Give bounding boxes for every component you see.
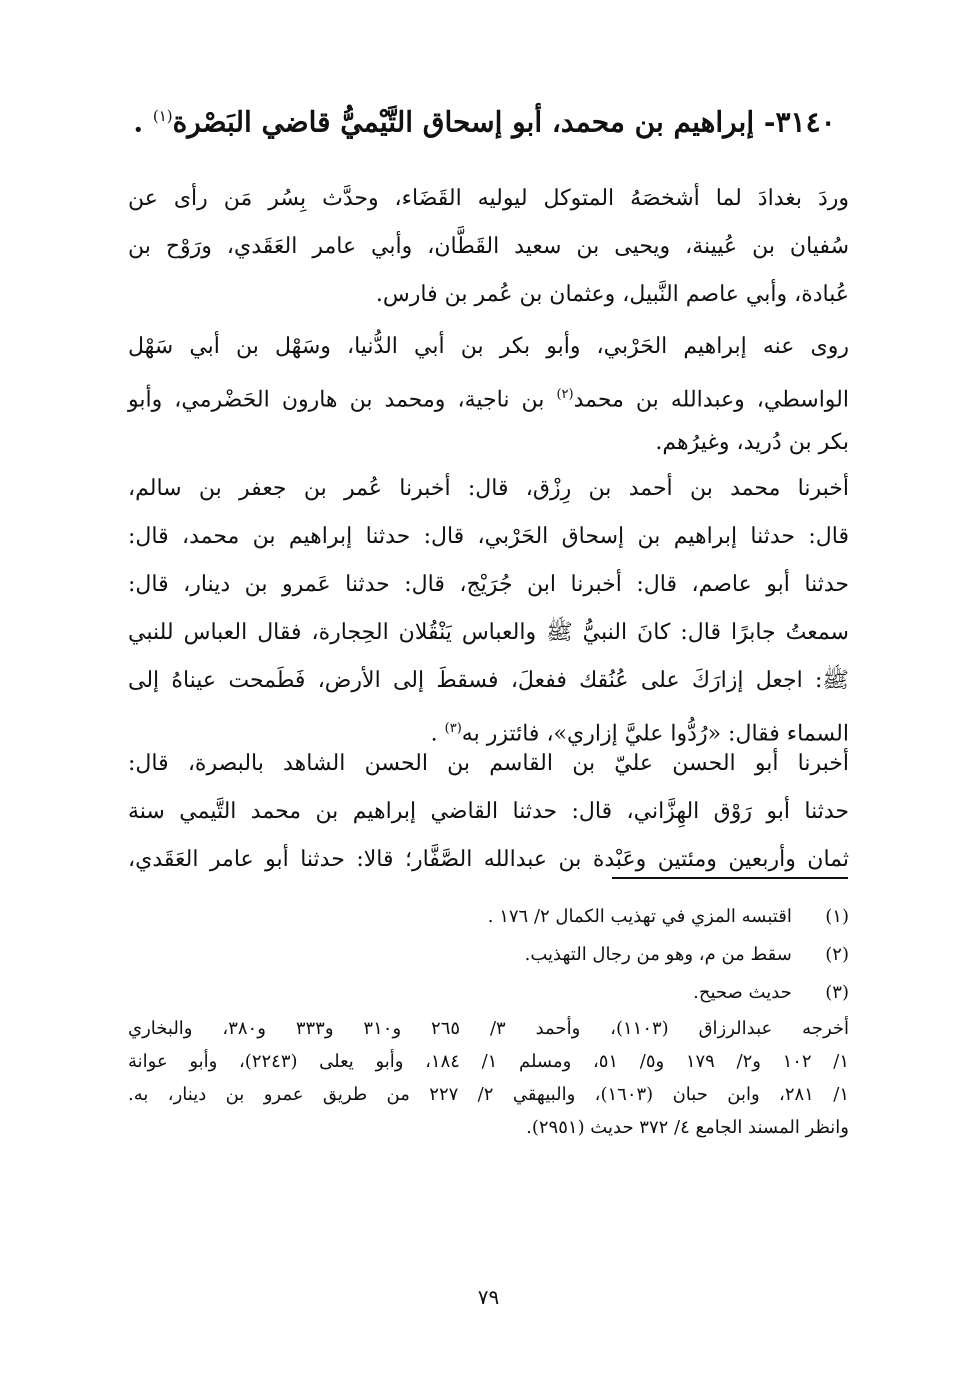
paragraph-isnad <box>128 740 849 884</box>
text-line: سُفيان بن عُيينة، ويحيى بن سعيد القَطَّان، وأبي عامر العَقَدي، ورَوْح بن <box>128 234 849 259</box>
footnote-separator <box>612 877 848 879</box>
footnote-line: أخرجه عبدالرزاق (١١٠٣)، وأحمد ٣/ ٢٦٥ و٣١٠ و٣٣٣ و٣٨٠، والبخاري <box>128 1018 849 1039</box>
footnote-line: ١/ ١٠٢ و٢/ ١٧٩ و٥/ ٥١، ومسلم ١/ ١٨٤، وأبو يعلى (٢٢٤٣)، وأبو عوانة <box>128 1051 849 1072</box>
text-line-start: الواسطي، وعبدالله بن محمد <box>573 387 849 413</box>
text-line: أخبرنا محمد بن أحمد بن رِزْق، قال: أخبرنا عُمر بن جعفر بن سالم، <box>128 476 849 501</box>
footnote-line: وانظر المسند الجامع ٤/ ٣٧٢ حديث (٢٩٥١). <box>526 1117 849 1138</box>
footnote-marker: (٢) <box>556 387 574 402</box>
footnote-text: اقتبسه المزي في تهذيب الكمال ٢/ ١٧٦ . <box>487 906 792 927</box>
text-line-end: . <box>430 721 445 747</box>
text-line-start: السماء فقال: «رُدُّوا عليَّ إزاري»، فائتزر به <box>461 721 849 747</box>
text-line: عُبادة، وأبي عاصم النَّبيل، وعثمان بن عُمر بن فارس. <box>375 282 849 307</box>
text-line: حدثنا أبو عاصم، قال: أخبرنا ابن جُرَيْج، قال: حدثنا عَمرو بن دينار، قال: <box>128 572 849 597</box>
text-line <box>128 371 849 419</box>
footnote-text: حديث صحيح. <box>693 982 792 1003</box>
footnote-number: (٢) <box>825 944 849 965</box>
footnote-text: سقط من م، وهو من رجال التهذيب. <box>524 944 792 965</box>
footnote-number: (٣) <box>825 982 849 1003</box>
footnote-3 <box>128 974 849 1012</box>
paragraph-hadith <box>128 465 849 753</box>
text-line: بكر بن دُريد، وغيرُهم. <box>655 430 849 455</box>
text-line: ثمان وأربعين ومئتين وعَبْدة بن عبدالله الصَّفَّار؛ قالا: حدثنا أبو عامر العَقَدي، <box>128 847 849 872</box>
paragraph-narrators <box>128 323 849 467</box>
text-line: وردَ بغدادَ لما أشخصَهُ المتوكل ليوليه القَضَاء، وحدَّث بِسُر مَن رأى عن <box>128 186 849 211</box>
entry-heading <box>120 96 849 142</box>
footnote-marker: (١) <box>152 107 173 125</box>
paragraph-biography <box>128 175 849 319</box>
text-line: حدثنا أبو رَوْق الهِزَّاني، قال: حدثنا القاضي إبراهيم بن محمد التَّيمي سنة <box>128 799 849 824</box>
footnote-3-body <box>128 1012 849 1144</box>
text-line: ﷺ: اجعل إزارَكَ على عُنُقك ففعلَ، فسقطَ إلى الأرض، فَطَمحت عيناهُ إلى <box>128 668 849 693</box>
footnote-number: (١) <box>825 906 849 927</box>
footnotes <box>128 898 849 1144</box>
heading-end: . <box>133 105 153 139</box>
text-line: قال: حدثنا إبراهيم بن إسحاق الحَرْبي، قال: حدثنا إبراهيم بن محمد، قال: <box>128 524 849 549</box>
text-line: أخبرنا أبو الحسن عليّ بن القاسم بن الحسن الشاهد بالبصرة، قال: <box>128 751 849 776</box>
footnote-1 <box>128 898 849 936</box>
heading-text: ٣١٤٠- إبراهيم بن محمد، أبو إسحاق التَّيْميُّ قاضي البَصْرة <box>172 105 836 139</box>
text-line: روى عنه إبراهيم الحَرْبي، وأبو بكر بن أبي الدُّنيا، وسَهْل بن أبي سَهْل <box>128 334 849 359</box>
text-line-rest: بن ناجية، ومحمد بن هارون الحَضْرمي، وأبو <box>128 387 557 413</box>
footnote-line: ١/ ٢٨١، وابن حبان (١٦٠٣)، والبيهقي ٢/ ٢٢٧ من طريق عمرو بن دينار، به. <box>128 1084 849 1105</box>
footnote-2 <box>128 936 849 974</box>
page-number: ٧٩ <box>477 1285 500 1309</box>
text-line: سمعتُ جابرًا قال: كانَ النبيُّ ﷺ والعباس يَنْقُلان الحِجارة، فقال العباس للنبي <box>128 620 849 645</box>
footnote-marker: (٣) <box>444 721 462 736</box>
